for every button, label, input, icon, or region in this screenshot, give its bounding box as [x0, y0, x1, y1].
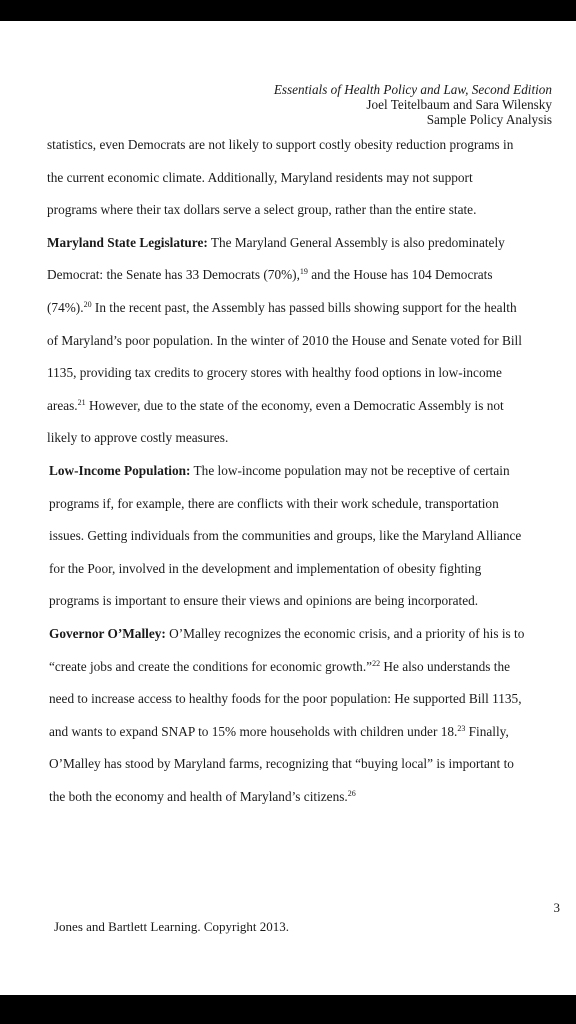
body-line: likely to approve costly measures. — [47, 430, 229, 446]
footer-copyright: Jones and Bartlett Learning. Copyright 2013. — [54, 919, 290, 934]
legislature-line-1: Maryland State Legislature: The Maryland General Assembly is also predominately — [47, 234, 505, 250]
footnote-ref: 22 — [372, 658, 381, 668]
governor-line-2: “create jobs and create the conditions for economic growth.”$^{22}$ He also understands the — [49, 658, 511, 674]
book-title: Essentials of Health Policy and Law, Second Edition — [273, 82, 552, 97]
body-line: the current economic climate. Additionally, Maryland residents may not support — [47, 169, 473, 185]
body-line: of Maryland’s poor population. In the winter of 2010 the House and Senate voted for Bill — [47, 332, 522, 348]
section-heading-legislature: Maryland State Legislature: — [47, 234, 208, 250]
section-heading-governor: Governor O’Malley: — [49, 625, 166, 641]
section-heading-low-income: Low-Income Population: — [49, 462, 191, 478]
footnote-ref: 23 — [457, 723, 466, 733]
page-number: 3 — [553, 900, 560, 915]
legislature-line-2: Democrat: the Senate has 33 Democrats (70%),$^{19}$ and the House has 104 Democrats — [47, 267, 493, 283]
footnote-ref: 20 — [83, 299, 92, 309]
body-line: 1135, providing tax credits to grocery stores with healthy food options in low-income — [47, 365, 502, 381]
running-header — [274, 82, 552, 127]
body-line: for the Poor, involved in the development and implementation of obesity fighting — [49, 560, 482, 576]
body-line: O’Malley has stood by Maryland farms, recognizing that “buying local” is important to — [49, 756, 514, 772]
footnote-ref: 19 — [299, 267, 308, 277]
top-black-bar — [0, 0, 576, 21]
authors: Joel Teitelbaum and Sara Wilensky — [366, 97, 552, 112]
body-line: programs if, for example, there are conflicts with their work schedule, transportation — [49, 495, 499, 511]
footnote-ref: 26 — [347, 788, 356, 798]
legislature-line-6: areas.$^{21}$ However, due to the state of the economy, even a Democratic Assembly is not — [47, 397, 504, 413]
body-line: statistics, even Democrats are not likely to support costly obesity reduction programs in — [47, 137, 514, 152]
governor-line-4: and wants to expand SNAP to 15% more households with children under 18.23 Finally, — [49, 723, 509, 739]
document-body — [47, 129, 557, 813]
body-line: programs where their tax dollars serve a select group, rather than the entire state. — [47, 202, 477, 218]
document-subtitle: Sample Policy Analysis — [426, 112, 552, 127]
governor-line-6: the both the economy and health of Maryland’s citizens.$^{26}$ — [49, 788, 356, 804]
legislature-line-3: (74%).$^{20}$ In the recent past, the Assembly has passed bills showing support for the health — [47, 299, 517, 315]
governor-line-1: Governor O’Malley: O’Malley recognizes the economic crisis, and a priority of his is to — [49, 625, 525, 641]
body-line: need to increase access to healthy foods for the poor population: He supported Bill 1135, — [49, 691, 522, 707]
body-line: programs is important to ensure their views and opinions are being incorporated. — [49, 593, 479, 609]
footnote-ref: 21 — [77, 397, 86, 407]
body-line: issues. Getting individuals from the communities and groups, like the Maryland Alliance — [49, 528, 522, 544]
low-income-line-1: Low-Income Population: The low-income population may not be receptive of certain — [49, 462, 510, 478]
bottom-black-bar — [0, 995, 576, 1024]
